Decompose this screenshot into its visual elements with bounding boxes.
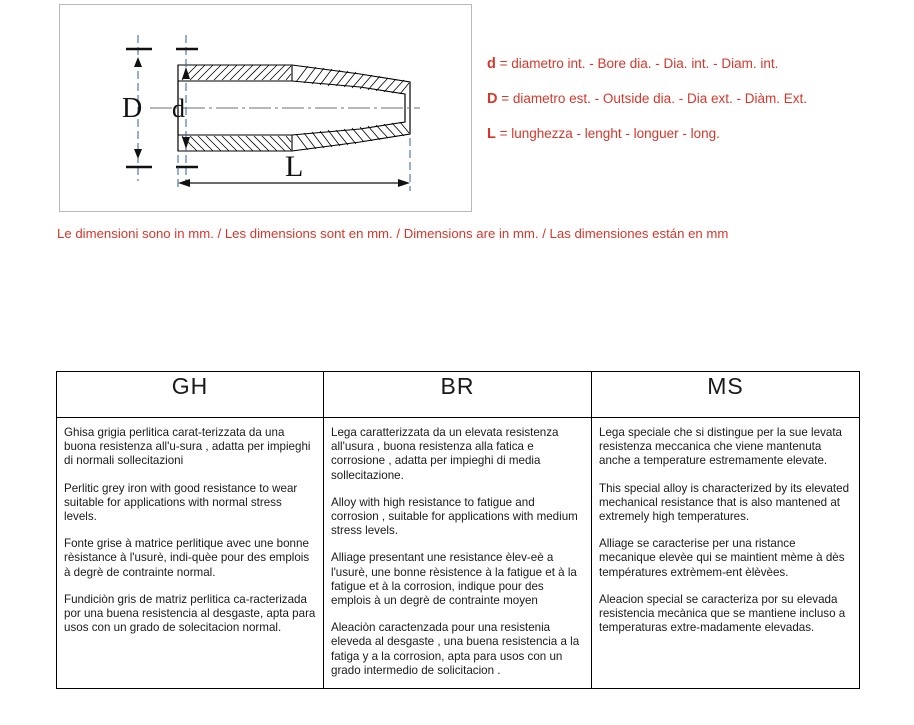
bushing-diagram-svg bbox=[60, 5, 471, 211]
paragraph-es: Fundiciòn gris de matriz perlitica ca-racterizada por una buena resistencia al desgaste, apta para usos con un grado de solecitacion normal. bbox=[64, 592, 316, 635]
legend-item-bore-diameter bbox=[487, 56, 907, 72]
paragraph-es: Aleaciòn caractenzada pour una resistenia eleveda al desgaste , una buena resistencia a la fatiga y a la corrosion, apta para usos con un grado intermedio de solicitacion . bbox=[331, 621, 580, 677]
paragraph-it: Ghisa grigia perlitica carat-terizzata da una buona resistenza all'u-sura , adatta per impieghi di normali sollecitazioni bbox=[64, 426, 311, 468]
technical-drawing bbox=[59, 4, 472, 212]
paragraph-fr: Alliage se caracterise per una ristance mecanique elevèe qui se maintient mème à dès températures extrèmem-ent èlèvèes. bbox=[599, 537, 845, 579]
column-header-gh: GH bbox=[57, 372, 324, 418]
paragraph-it: Lega caratterizzata da un elevata resistenza all'usura , buona resistenza alla fatica e corrosione , adatta per impieghi di media sollecitazione. bbox=[331, 426, 559, 482]
table-header-row bbox=[57, 372, 860, 418]
legend-symbol: D bbox=[487, 91, 498, 107]
paragraph-es: Aleacion special se caracteriza por su elevada resistencia mecànica que se mantiene incluso a temperaturas extre-madamente elevadas. bbox=[599, 592, 846, 635]
cell-br-description bbox=[324, 418, 592, 689]
legend-symbol: L bbox=[487, 126, 496, 142]
legend bbox=[487, 56, 907, 161]
label-length: L bbox=[285, 150, 304, 183]
paragraph-it: Lega speciale che si distingue per la sue levata resistenza meccanica che viene mantenuta anche a temperature estremamente elevate. bbox=[599, 426, 842, 468]
label-bore-diameter: d bbox=[172, 94, 185, 123]
table-row bbox=[57, 418, 860, 689]
label-outside-diameter: D bbox=[122, 93, 143, 124]
paragraph-fr: Fonte grise à matrice perlitique avec une bonne rèsistance à l'usurè, indi-quèe pour des emplois à degrè de contrainte normal. bbox=[64, 537, 310, 579]
paragraph-en: Perlitic grey iron with good resistance to wear suitable for applications with normal stress levels. bbox=[64, 481, 298, 524]
paragraph-en: This special alloy is characterized by its elevated mechanical resistance that is also mantened at extremely high temperatures. bbox=[599, 481, 850, 524]
legend-symbol: d bbox=[487, 56, 496, 72]
units-note: Le dimensioni sono in mm. / Les dimensions sont en mm. / Dimensions are in mm. / Las dimensiones están en mm bbox=[57, 226, 729, 241]
legend-item-length bbox=[487, 126, 907, 142]
cell-gh-description bbox=[57, 418, 324, 689]
legend-text: = diametro int. - Bore dia. - Dia. int. - Diam. int. bbox=[495, 56, 779, 71]
paragraph-en: Alloy with high resistance to fatigue and corrosion , suitable for applications with medium stress levels. bbox=[331, 495, 578, 538]
paragraph-fr: Alliage presentant une resistance èlev-eè a l'usurè, une bonne rèsistence à la fatigue et à la fatigue et à la corrosion, indique pour des emplois à un degrè de contrainte moyen bbox=[331, 551, 577, 608]
legend-item-outside-diameter bbox=[487, 91, 907, 107]
alloy-comparison-table bbox=[56, 371, 860, 689]
cell-ms-description bbox=[592, 418, 860, 689]
legend-text: = diametro est. - Outside dia. - Dia ext. - Diàm. Ext. bbox=[497, 91, 807, 106]
column-header-br: BR bbox=[324, 372, 592, 418]
legend-text: = lunghezza - lenght - longuer - long. bbox=[495, 126, 720, 141]
column-header-ms: MS bbox=[592, 372, 860, 418]
